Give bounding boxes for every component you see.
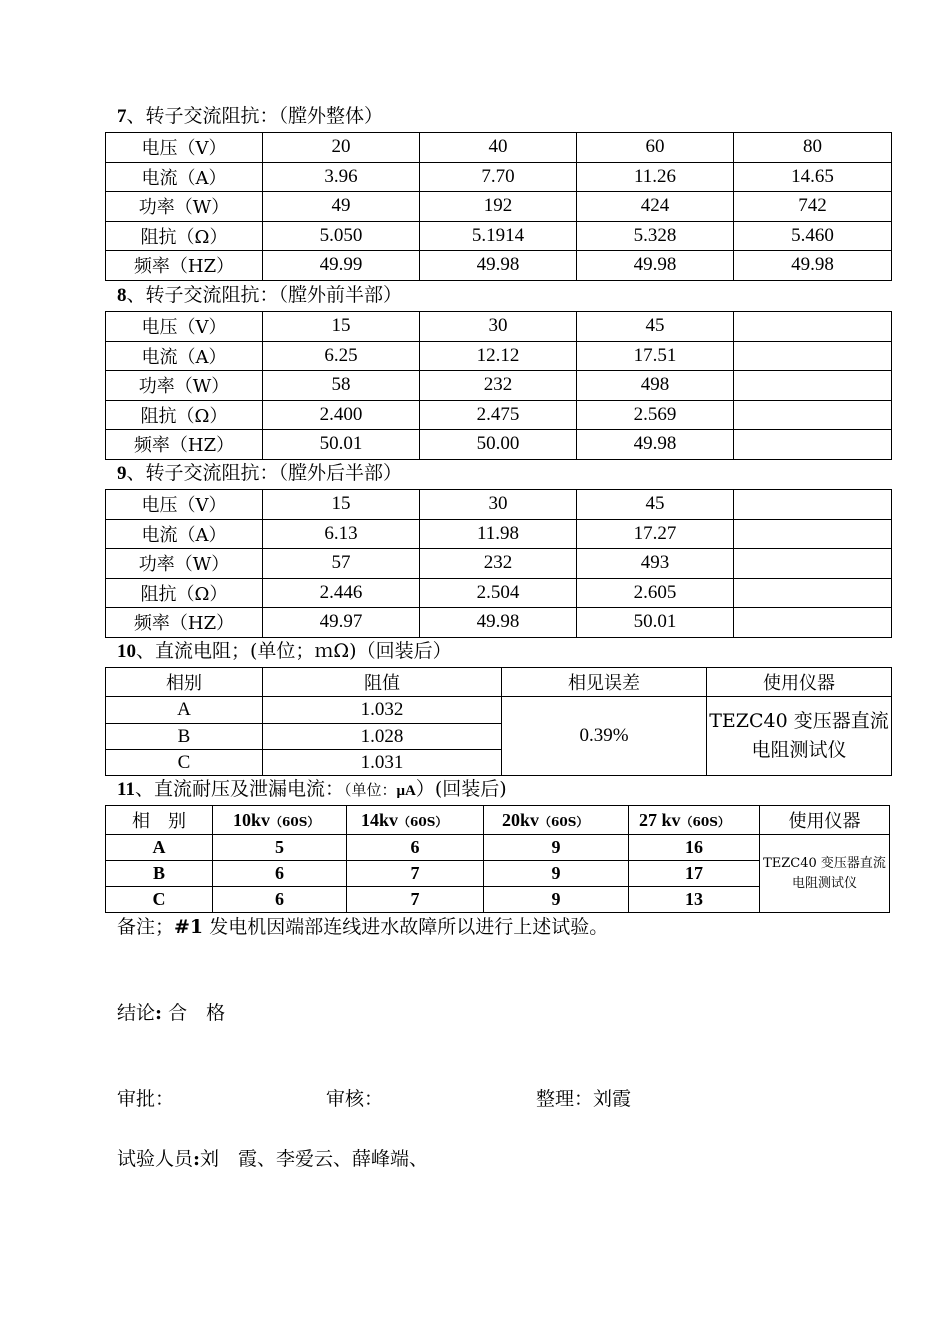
section-11-title: 11、直流耐压及泄漏电流：（单位：μA）(回装后) — [117, 778, 507, 800]
header-error: 相见误差 — [502, 668, 707, 697]
value-cell: 5.328 — [577, 221, 734, 251]
value-cell: 2.504 — [420, 578, 577, 608]
header-20kv: 20kv（60S） — [484, 806, 629, 835]
ac-impedance-table-whole — [105, 132, 892, 281]
row-label: 电流（A） — [106, 519, 263, 549]
header-10kv: 10kv（60S） — [213, 806, 347, 835]
phase-cell: B — [106, 724, 263, 750]
leakage-cell: 5 — [213, 835, 347, 861]
value-cell: 14.65 — [734, 162, 892, 192]
header-instrument: 使用仪器 — [760, 806, 890, 835]
value-cell: 6.25 — [263, 341, 420, 371]
row-label: 阻抗（Ω） — [106, 221, 263, 251]
value-cell: 2.475 — [420, 400, 577, 430]
value-cell: 493 — [577, 549, 734, 579]
row-label: 频率（HZ） — [106, 251, 263, 281]
value-cell: 232 — [420, 549, 577, 579]
value-cell: 192 — [420, 192, 577, 222]
value-cell: 45 — [577, 490, 734, 520]
leakage-cell: 9 — [484, 835, 629, 861]
leakage-cell: 7 — [347, 887, 484, 913]
remark: 备注；#1 发电机因端部连线进水故障所以进行上述试验。 — [117, 916, 609, 938]
phase-cell: A — [106, 835, 213, 861]
value-cell: 30 — [420, 490, 577, 520]
value-cell: 15 — [263, 312, 420, 342]
row-label: 阻抗（Ω） — [106, 578, 263, 608]
header-phase: 相 别 — [106, 806, 213, 835]
section-7-title: 7、转子交流阻抗：（膛外整体） — [117, 105, 384, 127]
value-cell — [734, 519, 892, 549]
row-label: 阻抗（Ω） — [106, 400, 263, 430]
row-label: 电压（V） — [106, 312, 263, 342]
leakage-cell: 7 — [347, 861, 484, 887]
row-label: 电流（A） — [106, 162, 263, 192]
value-cell: 50.01 — [577, 608, 734, 638]
leakage-cell: 6 — [213, 861, 347, 887]
value-cell: 6.13 — [263, 519, 420, 549]
value-cell — [734, 430, 892, 460]
section-10-title: 10、直流电阻；(单位；ｍΩ)（回装后） — [117, 640, 452, 662]
row-label: 功率（W） — [106, 549, 263, 579]
value-cell — [734, 578, 892, 608]
header-value: 阻值 — [263, 668, 502, 697]
row-label: 功率（W） — [106, 192, 263, 222]
row-label: 频率（HZ） — [106, 430, 263, 460]
testers: 试验人员:刘 霞、李爱云、薛峰端、 — [117, 1148, 429, 1170]
value-cell: 49.98 — [577, 251, 734, 281]
section-8-title: 8、转子交流阻抗：（膛外前半部） — [117, 284, 403, 306]
value-cell: 49.97 — [263, 608, 420, 638]
value-cell — [734, 341, 892, 371]
value-cell: 11.26 — [577, 162, 734, 192]
leakage-cell: 6 — [347, 835, 484, 861]
section-9-title: 9、转子交流阻抗：（膛外后半部） — [117, 462, 403, 484]
value-cell: 49.98 — [577, 430, 734, 460]
value-cell: 7.70 — [420, 162, 577, 192]
value-cell — [734, 549, 892, 579]
resistance-cell: 1.032 — [263, 697, 502, 724]
value-cell: 12.12 — [420, 341, 577, 371]
compile-label: 整理：刘霞 — [536, 1088, 632, 1110]
row-label: 频率（HZ） — [106, 608, 263, 638]
row-label: 电压（V） — [106, 490, 263, 520]
instrument-cell: TEZC40 变压器直流电阻测试仪 — [707, 697, 892, 776]
leakage-cell: 16 — [629, 835, 760, 861]
value-cell: 20 — [263, 133, 420, 163]
value-cell: 2.605 — [577, 578, 734, 608]
value-cell: 424 — [577, 192, 734, 222]
leakage-cell: 9 — [484, 887, 629, 913]
value-cell: 49 — [263, 192, 420, 222]
value-cell: 80 — [734, 133, 892, 163]
approve-label: 审批： — [117, 1088, 175, 1110]
value-cell: 40 — [420, 133, 577, 163]
dc-resistance-table — [105, 667, 892, 776]
value-cell: 49.98 — [420, 608, 577, 638]
value-cell: 2.400 — [263, 400, 420, 430]
value-cell: 5.460 — [734, 221, 892, 251]
value-cell — [734, 312, 892, 342]
value-cell: 17.27 — [577, 519, 734, 549]
leakage-cell: 6 — [213, 887, 347, 913]
value-cell: 50.01 — [263, 430, 420, 460]
value-cell: 5.050 — [263, 221, 420, 251]
header-phase: 相别 — [106, 668, 263, 697]
value-cell: 49.99 — [263, 251, 420, 281]
value-cell: 3.96 — [263, 162, 420, 192]
dc-withstand-table — [105, 805, 890, 913]
value-cell: 58 — [263, 371, 420, 401]
phase-cell: B — [106, 861, 213, 887]
row-label: 电压（V） — [106, 133, 263, 163]
value-cell: 2.569 — [577, 400, 734, 430]
value-cell: 15 — [263, 490, 420, 520]
header-27kv: 27 kv（60S） — [629, 806, 760, 835]
header-14kv: 14kv（60S） — [347, 806, 484, 835]
value-cell: 232 — [420, 371, 577, 401]
value-cell: 17.51 — [577, 341, 734, 371]
header-instrument: 使用仪器 — [707, 668, 892, 697]
value-cell — [734, 490, 892, 520]
value-cell: 50.00 — [420, 430, 577, 460]
phase-cell: C — [106, 750, 263, 776]
value-cell — [734, 608, 892, 638]
row-label: 功率（W） — [106, 371, 263, 401]
conclusion: 结论: 合 格 — [117, 1002, 226, 1024]
phase-cell: A — [106, 697, 263, 724]
value-cell: 5.1914 — [420, 221, 577, 251]
value-cell — [734, 400, 892, 430]
value-cell: 2.446 — [263, 578, 420, 608]
instrument-cell: TEZC40 变压器直流电阻测试仪 — [760, 835, 890, 913]
value-cell: 11.98 — [420, 519, 577, 549]
resistance-cell: 1.028 — [263, 724, 502, 750]
error-cell: 0.39% — [502, 697, 707, 776]
row-label: 电流（A） — [106, 341, 263, 371]
leakage-cell: 17 — [629, 861, 760, 887]
phase-cell: C — [106, 887, 213, 913]
value-cell — [734, 371, 892, 401]
value-cell: 498 — [577, 371, 734, 401]
value-cell: 30 — [420, 312, 577, 342]
ac-impedance-table-front — [105, 311, 892, 460]
value-cell: 45 — [577, 312, 734, 342]
value-cell: 49.98 — [420, 251, 577, 281]
review-label: 审核： — [326, 1088, 384, 1110]
value-cell: 49.98 — [734, 251, 892, 281]
value-cell: 742 — [734, 192, 892, 222]
value-cell: 60 — [577, 133, 734, 163]
resistance-cell: 1.031 — [263, 750, 502, 776]
value-cell: 57 — [263, 549, 420, 579]
leakage-cell: 9 — [484, 861, 629, 887]
leakage-cell: 13 — [629, 887, 760, 913]
ac-impedance-table-rear — [105, 489, 892, 638]
